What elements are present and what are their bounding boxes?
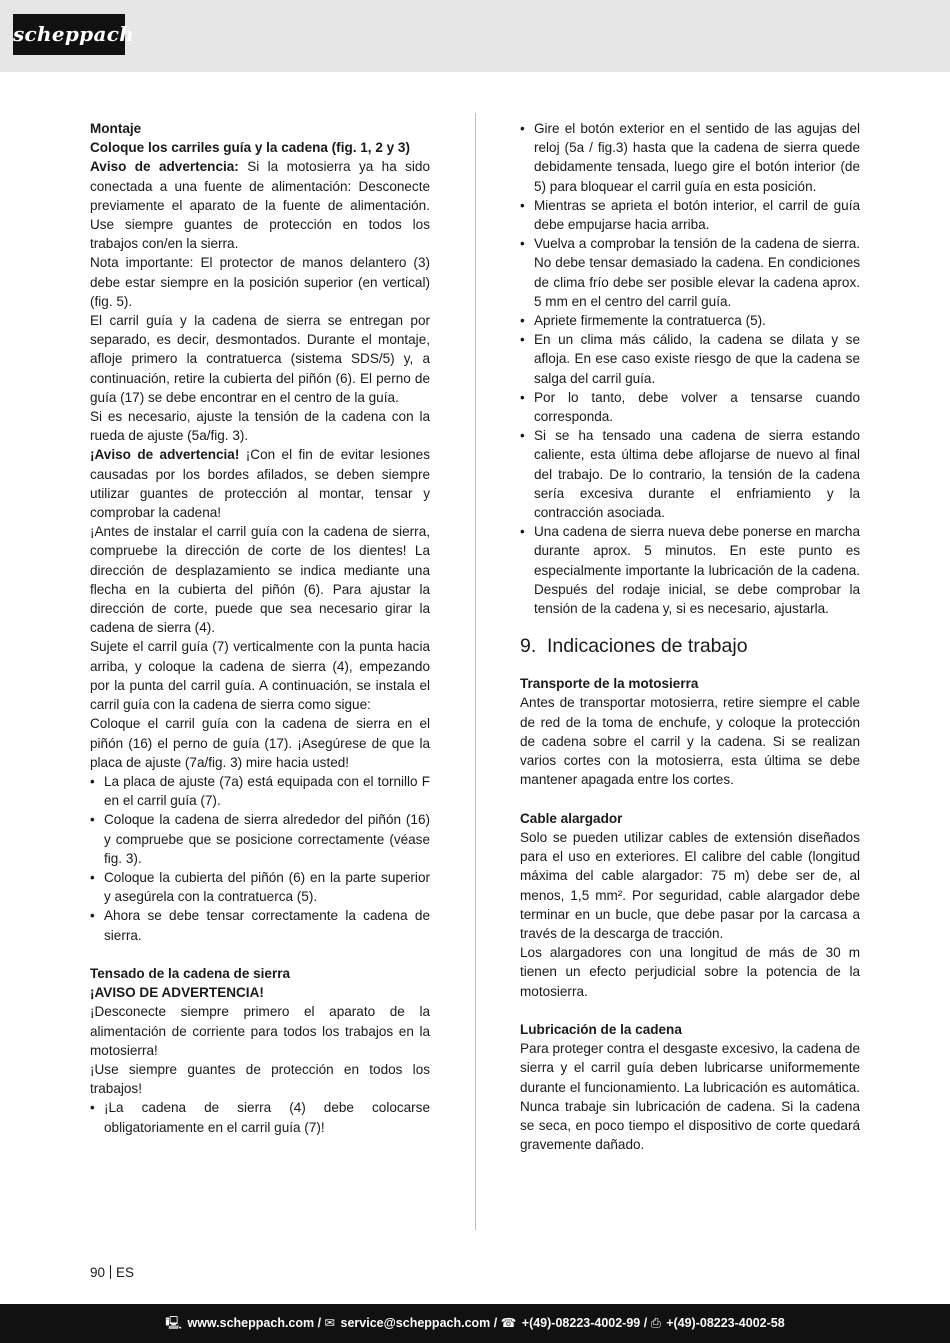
list-item: • Coloque la cadena de sierra alrededor del piñón (16) y compruebe que se posicione correctamente (véase fig. 3). (90, 810, 430, 868)
cable-paragraph-2: Los alargadores con una longitud de más de 30 m tienen un efecto perjudicial sobre la potencia de la motosierra. (520, 945, 860, 999)
page-language: ES (116, 1265, 135, 1280)
tensado-paragraph-2: ¡Use siempre guantes de protección en todos los trabajos! (90, 1061, 430, 1097)
spacer (520, 790, 860, 809)
carriles-heading: Coloque los carriles guía y la cadena (fig. 1, 2 y 3) (90, 140, 410, 156)
list-item: • Coloque la cubierta del piñón (6) en la parte superior y asegúrela con la contratuerca (5). (90, 868, 430, 906)
list-item: • La placa de ajuste (7a) está equipada con el tornillo F en el carril guía (7). (90, 772, 430, 810)
tension-paragraph: Si es necesario, ajuste la tensión de la cadena con la rueda de ajuste (5a/fig. 3). (90, 409, 430, 444)
column-divider (475, 113, 476, 1230)
list-item: • Gire el botón exterior en el sentido de las agujas del reloj (5a / fig.3) hasta que la cadena de sierra quede debidamente tensada, luego gire el botón interior (de 5) para bloquear el carril guía en esta posición. (520, 119, 860, 196)
list-item: • ¡La cadena de sierra (4) debe colocarse obligatoriamente en el carril guía (7)! (90, 1098, 430, 1136)
list-item: • Si se ha tensado una cadena de sierra estando caliente, esta última debe aflojarse de nuevo al final del trabajo. De lo contrario, la tensión de la cadena sería excesiva durante el enfriamiento y la contracción asociada. (520, 426, 860, 522)
coloque-paragraph: Coloque el carril guía con la cadena de sierra en el piñón (16) el perno de guía (17). ¡Asegúrese de que la placa de ajuste (7a/fig. 3) mire hacia usted! (90, 716, 430, 770)
sujete-paragraph: Sujete el carril guía (7) verticalmente con la punta hacia arriba, y coloque la cadena de sierra (4), empezando por la punta del carril guía. A continuación, se instala el carril guía con la cadena de sierra como sigue: (90, 639, 430, 713)
list-item: • En un clima más cálido, la cadena se dilata y se afloja. En ese caso existe riesgo de que la cadena se salga del carril guía. (520, 330, 860, 388)
nota-paragraph: Nota importante: El protector de manos delantero (3) debe estar siempre en la posición superior (en vertical) (fig. 5). (90, 255, 430, 309)
footer-separator: / (490, 1316, 501, 1330)
warning-text-1: Si la motosierra ya ha sido conectada a una fuente de alimentación: Desconecte previamente el aparato de la fuente de alimentación. Use siempre guantes de protección en todos los trabajos con/en la sierra. (90, 159, 430, 252)
section-title (520, 634, 860, 658)
list-item: • Ahora se debe tensar correctamente la cadena de sierra. (90, 906, 430, 944)
right-column (520, 119, 860, 1154)
phone-icon: ☎ (500, 1316, 517, 1330)
fax-icon: ⎙ (650, 1316, 661, 1330)
list-item: • Una cadena de sierra nueva debe ponerse en marcha durante aprox. 5 minutos. En este punto es especialmente importante la lubricación de la cadena. Después del rodaje inicial, se debe comprobar la tensión de la cadena y, si es necesario, ajustarla. (520, 522, 860, 618)
warning-paragraph-1 (90, 157, 430, 253)
footer-bar (0, 1304, 950, 1343)
warning-paragraph-2 (90, 445, 430, 522)
list-item: • Apriete firmemente la contratuerca (5). (520, 311, 860, 330)
brand-logo: scheppach (13, 14, 125, 55)
page-number (90, 1264, 134, 1282)
transporte-paragraph: Antes de transportar motosierra, retire siempre el cable de red de la toma de enchufe, y coloque la protección de cadena sobre el carril y la cadena. Si se realizan varios cortes con la motosierra, esta última se debe mantener apagada entre los cortes. (520, 695, 860, 788)
footer-phone: +(49)-08223-4002-99 (521, 1316, 641, 1330)
footer-fax: +(49)-08223-4002-58 (666, 1316, 785, 1330)
spacer (520, 658, 860, 674)
page-number-separator (110, 1265, 111, 1279)
section-title-text: Indicaciones de trabajo (547, 635, 748, 658)
list-item: • Mientras se aprieta el botón interior, el carril de guía debe empujarse hacia arriba. (520, 196, 860, 234)
footer-email[interactable]: service@scheppach.com (340, 1316, 491, 1330)
left-column (90, 119, 430, 1137)
computer-icon: 🖳 (165, 1316, 182, 1330)
spacer (90, 945, 430, 964)
transporte-heading: Transporte de la motosierra (520, 676, 699, 692)
warning-text-2: ¡Con el fin de evitar lesiones causadas por los bordes afilados, se deben siempre utilizar guantes de protección al montar, tensar y comprobar la cadena! (90, 447, 430, 521)
footer-separator: / (640, 1316, 651, 1330)
header-band (0, 0, 950, 72)
spacer (520, 618, 860, 634)
list-item: • Por lo tanto, debe volver a tensarse cuando corresponda. (520, 388, 860, 426)
email-icon: ✉ (324, 1316, 336, 1330)
section-number: 9. (520, 635, 537, 658)
footer-website[interactable]: www.scheppach.com (187, 1316, 315, 1330)
warning-label-1: Aviso de advertencia: (90, 159, 239, 175)
footer-separator: / (314, 1316, 325, 1330)
page-number-value: 90 (90, 1265, 106, 1280)
carril-paragraph: El carril guía y la cadena de sierra se entregan por separado, es decir, desmontados. Durante el montaje, afloje primero la contratuerca (sistema SDS/5) y, a continuación, retire la cubierta del piñón (6). El perno de guía (17) se debe encontrar en el centro de la guía. (90, 313, 430, 405)
montaje-heading: Montaje (90, 121, 142, 136)
warning-label-2: ¡Aviso de advertencia! (90, 447, 240, 463)
tensado-paragraph-1: ¡Desconecte siempre primero el aparato de la alimentación de corriente para todos los trabajos en la motosierra! (90, 1004, 430, 1058)
lubricacion-heading: Lubricación de la cadena (520, 1021, 682, 1037)
list-item: • Vuelva a comprobar la tensión de la cadena de sierra. No debe tensar demasiado la cadena. En condiciones de clima frío debe ser posible elevar la cadena aprox. 5 mm en el centro del carril guía. (520, 234, 860, 311)
lubricacion-paragraph: Para proteger contra el desgaste excesivo, la cadena de sierra y el carril guía deben lubricarse uniformemente durante el funcionamiento. La lubricación es automática. Nunca trabaje sin lubricación de cadena. Si la cadena se seca, en poco tiempo el dispositivo de corte quedará gravemente dañado. (520, 1041, 860, 1153)
tensado-warning: ¡AVISO DE ADVERTENCIA! (90, 985, 264, 1001)
cable-paragraph-1: Solo se pueden utilizar cables de extensión diseñados para el uso en exteriores. El calibre del cable (longitud máxima del cable alargador: 75 m) debe ser de, al menos, 1,5 mm². Por seguridad, cable alargador debe terminar en un bucle, que debe pasar por la carcasa a través de la descarga de tracción. (520, 829, 860, 941)
spacer (520, 1001, 860, 1020)
cable-heading: Cable alargador (520, 810, 623, 826)
antes-paragraph: ¡Antes de instalar el carril guía con la cadena de sierra, compruebe la dirección de corte de los dientes! La dirección de desplazamiento se indica mediante una flecha en la cubierta del piñón (6). Para ajustar la dirección de corte, puede que sea necesario girar la cadena de sierra (4). (90, 524, 430, 636)
tensado-heading: Tensado de la cadena de sierra (90, 965, 291, 981)
